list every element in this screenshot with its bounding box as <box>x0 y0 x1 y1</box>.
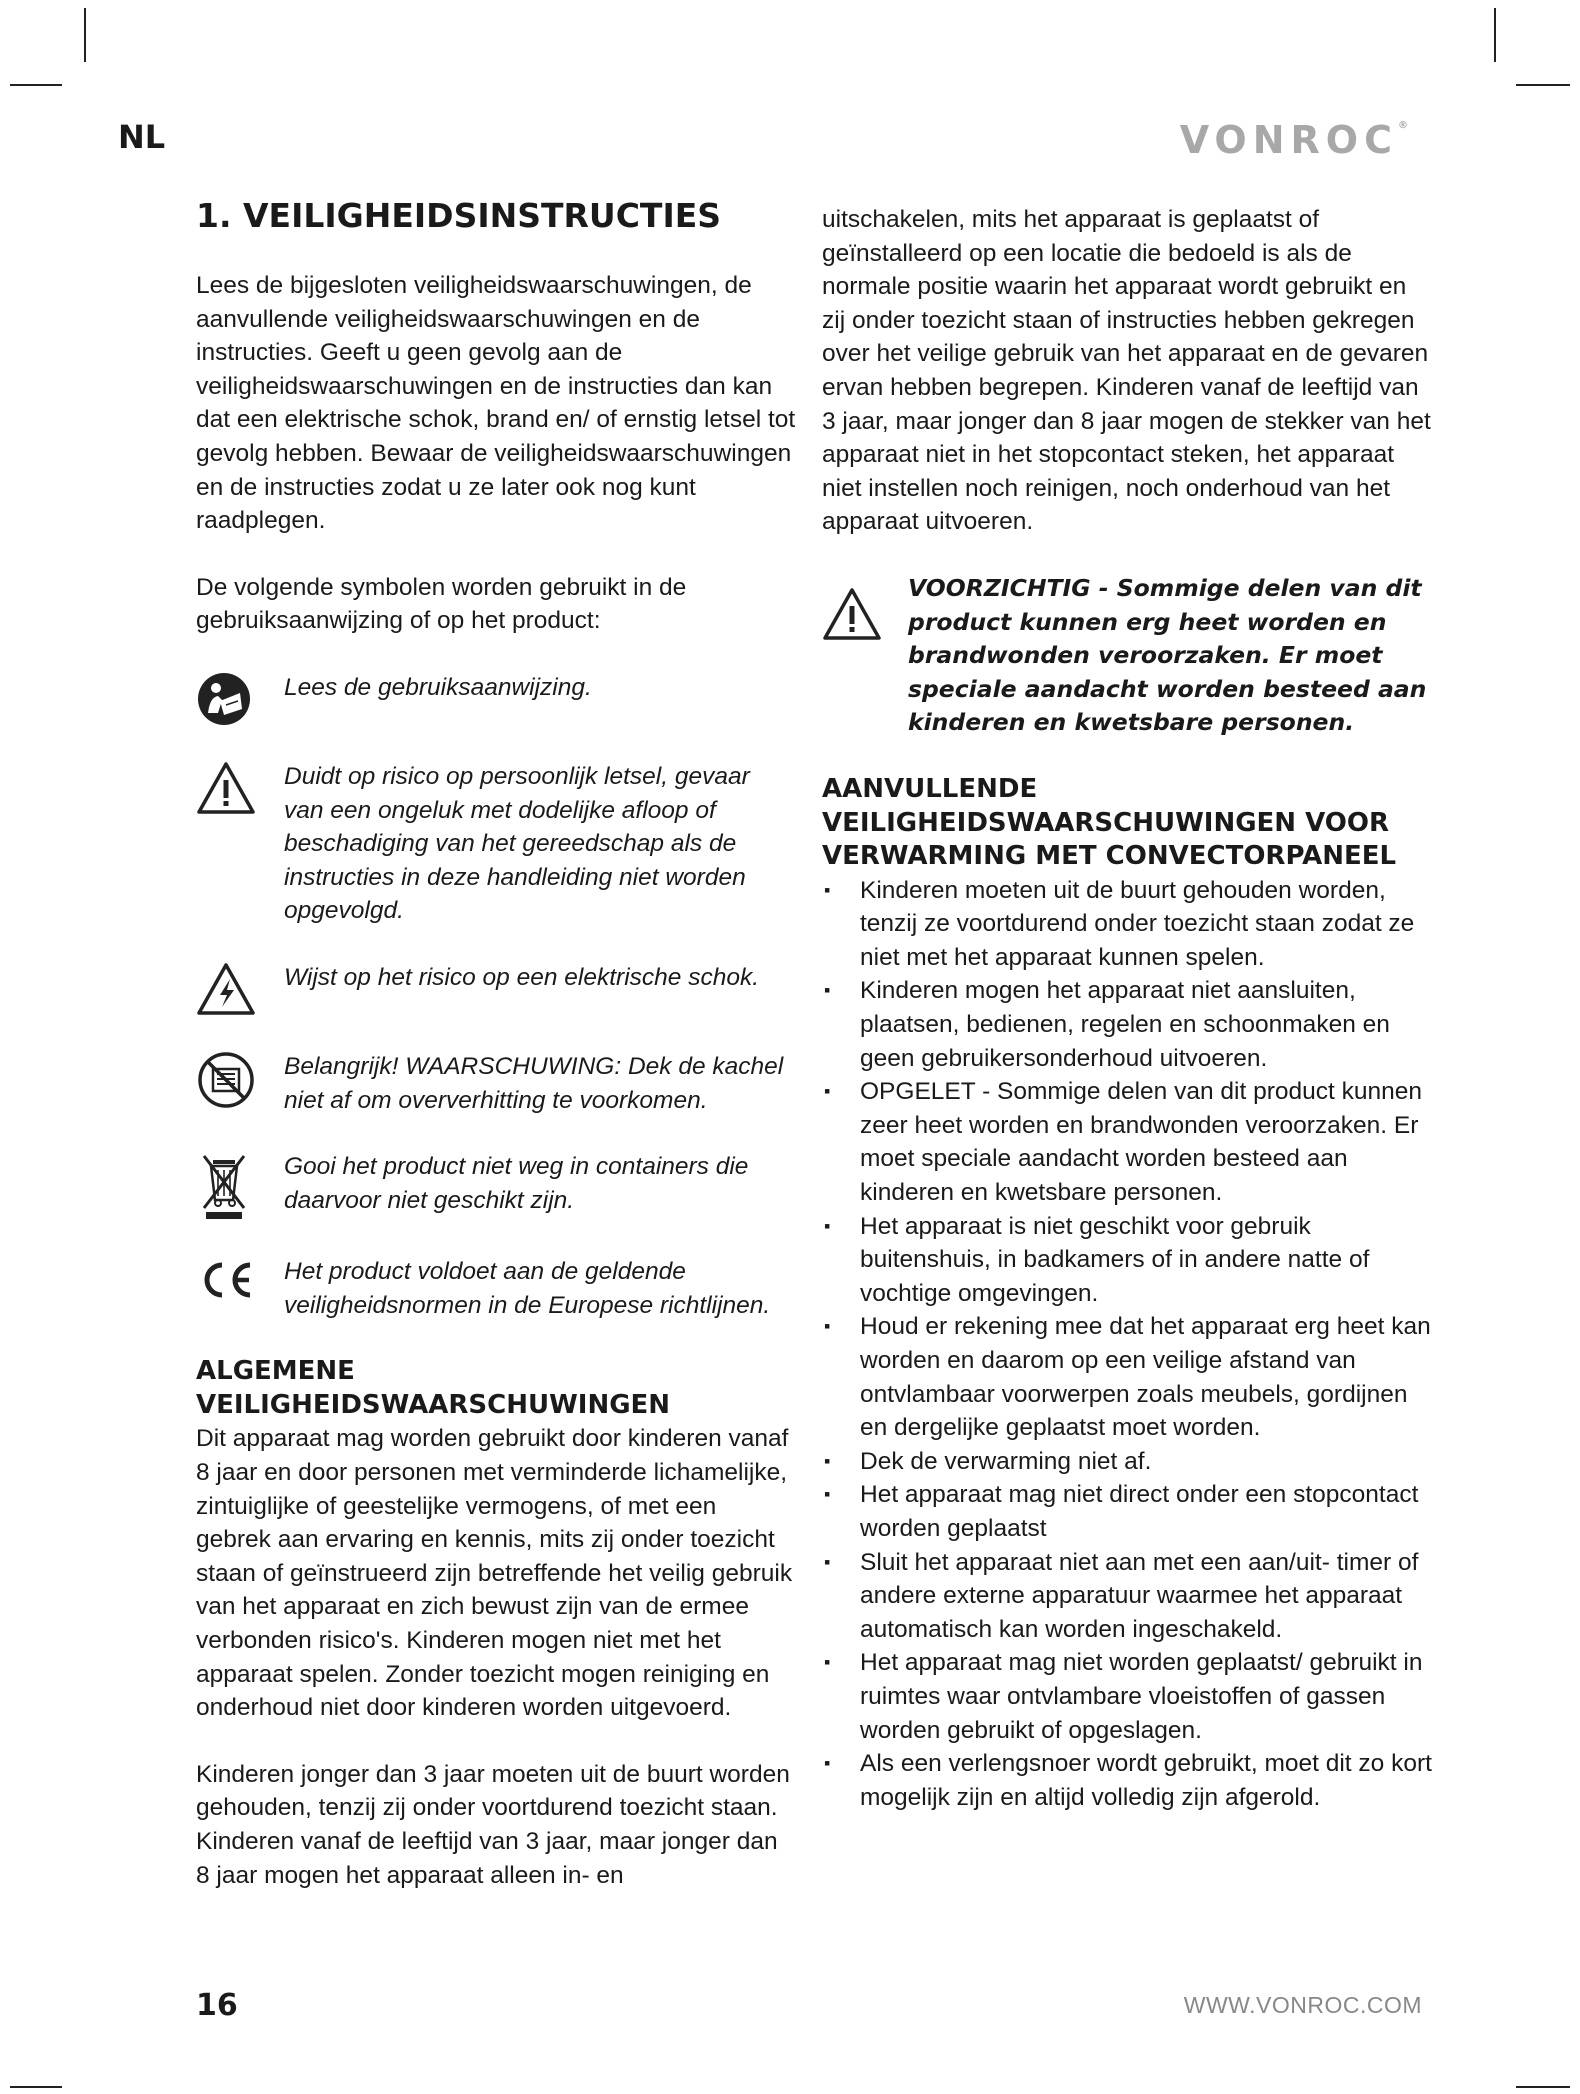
symbol-text: Belangrijk! WAARSCHUWING: Dek de kachel niet af om oververhitting te voorkomen. <box>284 1052 784 1114</box>
intro-paragraph: Lees de bijgesloten veiligheidswaarschuwingen, de aanvullende veiligheidswaarschuwingen en de instructies. Geeft u geen gevolg aan de veiligheidswaarschuwingen en de instructies dan kan dat een elektrische schok, brand en/ of ernstig letsel tot gevolg hebben. Bewaar de veiligheidswaarschuwingen en de instructies zodat u ze later ook nog kunt raadplegen. <box>196 272 796 535</box>
brand-logo <box>1180 118 1408 162</box>
list-item: ▪ Houd er rekening mee dat het apparaat erg heet kan worden en daarom op een veilige afstand van ontvlambaar voorwerpen zoals meubels, gordijnen en dergelijke geplaatst moet worden. <box>822 1310 1432 1444</box>
symbol-row-warning <box>196 760 796 928</box>
continued-paragraph: uitschakelen, mits het apparaat is geplaatst of geïnstalleerd op een locatie die bedoeld is als de normale positie waarin het apparaat wordt gebruikt en zij onder toezicht staan of instructies hebben gekregen over het veilige gebruik van het apparaat en de gevaren ervan hebben begrepen. Kinderen vanaf de leeftijd van 3 jaar, maar jonger dan 8 jaar mogen de stekker van het apparaat niet in het stopcontact steken, het apparaat niet instellen noch reinigen, noch onderhoud van het apparaat uitvoeren. <box>822 206 1431 536</box>
list-item: ▪ Dek de verwarming niet af. <box>822 1445 1432 1479</box>
symbol-row-weee <box>196 1150 796 1222</box>
symbol-row-do-not-cover <box>196 1050 796 1117</box>
electric-shock-icon <box>196 961 284 1017</box>
list-item: ▪ Sluit het apparaat niet aan met een aan/uit- timer of andere externe apparatuur waarmee het apparaat automatisch kan worden ingeschakeld. <box>822 1546 1432 1647</box>
warning-triangle-icon <box>822 572 908 642</box>
right-column <box>822 203 1432 1814</box>
weee-bin-icon <box>196 1150 284 1222</box>
language-code: NL <box>118 118 166 156</box>
crop-mark <box>1516 84 1570 86</box>
website-url: WWW.VONROC.COM <box>1183 1992 1422 2018</box>
crop-mark <box>10 2086 62 2088</box>
do-not-cover-icon <box>196 1050 284 1110</box>
general-paragraph: Kinderen jonger dan 3 jaar moeten uit de buurt worden gehouden, tenzij zij onder voortdurend toezicht staan. <box>196 1760 790 1822</box>
read-manual-icon <box>196 671 284 727</box>
general-paragraph: Dit apparaat mag worden gebruikt door kinderen vanaf 8 jaar en door personen met verminderde lichamelijke, zintuiglijke of geestelijke vermogens, of met een gebrek aan ervaring en kennis, mits zij onder toezicht staan of geïnstrueerd zijn betreffende het veilig gebruik van het apparaat en zich bewust zijn van de ermee verbonden risico's. Kinderen mogen niet met het apparaat spelen. Zonder toezicht mogen reiniging en onderhoud niet door kinderen worden uitgevoerd. <box>196 1425 793 1722</box>
page-number: 16 <box>196 1988 238 2023</box>
list-item: ▪ Het apparaat mag niet worden geplaatst/ gebruikt in ruimtes waar ontvlambare vloeistoffen of gassen worden gebruikt of opgeslagen. <box>822 1646 1432 1747</box>
list-item: ▪ Als een verlengsnoer wordt gebruikt, moet dit zo kort mogelijk zijn en altijd volledig zijn afgerold. <box>822 1747 1432 1814</box>
additional-warnings-heading: AANVULLENDE VEILIGHEIDSWAARSCHUWINGEN VOOR VERWARMING MET CONVECTORPANEEL <box>822 773 1397 872</box>
symbol-row-read-manual <box>196 671 796 727</box>
warning-triangle-icon <box>196 760 284 816</box>
symbol-text: Wijst op het risico op een elektrische schok. <box>284 963 760 991</box>
general-warnings-heading: ALGEMENE VEILIGHEIDSWAARSCHUWINGEN <box>196 1356 671 1420</box>
symbol-text: Het product voldoet aan de geldende veiligheidsnormen in de Europese richtlijnen. <box>284 1258 771 1319</box>
symbol-row-ce <box>196 1255 796 1322</box>
crop-mark <box>1494 8 1496 62</box>
brand-logo-mark: ® <box>1398 120 1408 131</box>
caution-text: VOORZICHTIG - Sommige delen van dit product kunnen erg heet worden en brandwonden veroorzaken. Er moet speciale aandacht worden besteed aan kinderen en kwetsbare personen. <box>908 573 1427 737</box>
list-item: ▪ Kinderen mogen het apparaat niet aansluiten, plaatsen, bedienen, regelen en schoonmaken en geen gebruikersonderhoud uitvoeren. <box>822 974 1432 1075</box>
left-column <box>196 196 796 1892</box>
ce-mark-icon <box>196 1255 284 1305</box>
symbol-row-electric <box>196 961 796 1017</box>
symbol-text: Lees de gebruiksaanwijzing. <box>284 673 592 701</box>
symbols-intro: De volgende symbolen worden gebruikt in de gebruiksaanwijzing of op het product: <box>196 573 687 635</box>
list-item: ▪ Het apparaat mag niet direct onder een stopcontact worden geplaatst <box>822 1478 1432 1545</box>
crop-mark <box>84 8 86 62</box>
list-item: ▪ OPGELET - Sommige delen van dit product kunnen zeer heet worden en brandwonden veroorzaken. Er moet speciale aandacht worden besteed aan kinderen en kwetsbare personen. <box>822 1075 1432 1209</box>
brand-logo-text: VONROC <box>1179 118 1398 162</box>
crop-mark <box>10 84 62 86</box>
section-title: 1. VEILIGHEIDSINSTRUCTIES <box>196 196 722 235</box>
list-item: ▪ Kinderen moeten uit de buurt gehouden worden, tenzij ze voortdurend onder toezicht staan zodat ze niet met het apparaat kunnen spelen. <box>822 874 1432 975</box>
list-item: ▪ Het apparaat is niet geschikt voor gebruik buitenshuis, in badkamers of in andere natte of vochtige omgevingen. <box>822 1210 1432 1311</box>
caution-box <box>822 572 1432 740</box>
warnings-list <box>822 874 1432 1815</box>
crop-mark <box>1516 2086 1570 2088</box>
symbol-text: Gooi het product niet weg in containers die daarvoor niet geschikt zijn. <box>284 1153 749 1214</box>
general-paragraph: Kinderen vanaf de leeftijd van 3 jaar, maar jonger dan 8 jaar mogen het apparaat alleen in- en <box>196 1828 778 1889</box>
symbol-text: Duidt op risico op persoonlijk letsel, gevaar van een ongeluk met dodelijke afloop of beschadiging van het gereedschap als de instructies in deze handleiding niet worden opgevolgd. <box>284 762 750 925</box>
